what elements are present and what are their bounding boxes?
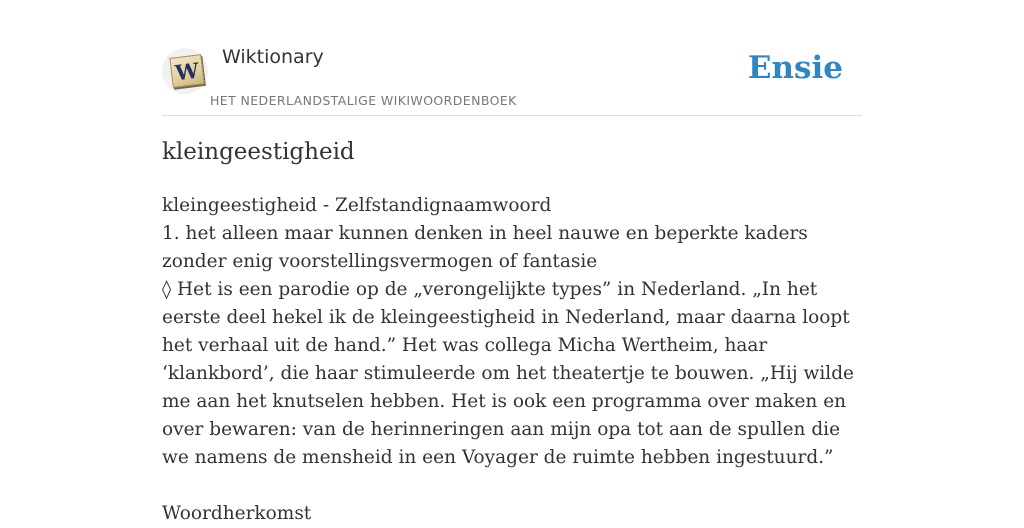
- spacer: [162, 472, 864, 500]
- ensie-brand-link[interactable]: Ensie: [747, 50, 843, 86]
- logo-letter: W: [173, 57, 201, 86]
- definition-text: 1. het alleen maar kunnen denken in heel nauwe en beperkte kaders zonder enig voorstellingsvermogen of fantasie: [162, 223, 808, 272]
- site-header: [162, 0, 862, 116]
- entry-content: [162, 192, 864, 528]
- site-name[interactable]: Wiktionary: [222, 46, 324, 68]
- term-line: kleingeestigheid - Zelfstandignaamwoord: [162, 195, 552, 216]
- logo-tile-icon: [169, 54, 204, 88]
- site-tagline: HET NEDERLANDSTALIGE WIKIWOORDENBOEK: [210, 93, 517, 108]
- example-quote: ◊ Het is een parodie op de „verongelijkte types” in Nederland. „In het eerste deel hekel ik de kleingeestigheid in Nederland, maar daarna loopt het verhaal uit de hand.” Het was collega Micha Wertheim, haar ‘klankbord’, die haar stimuleerde om het theatertje te bouwen. „Hij wilde me aan het knutselen hebben. Het is ook een programma over maken en over bewaren: van de herinneringen aan mijn opa tot aan de spullen die we namens de mensheid in een Voyager de ruimte hebben ingestuurd.”: [162, 279, 855, 468]
- page-container: [162, 0, 862, 524]
- section-heading-woordherkomst: Woordherkomst: [162, 503, 312, 524]
- page-title: kleingeestigheid: [162, 139, 355, 165]
- wiktionary-logo[interactable]: [162, 48, 208, 94]
